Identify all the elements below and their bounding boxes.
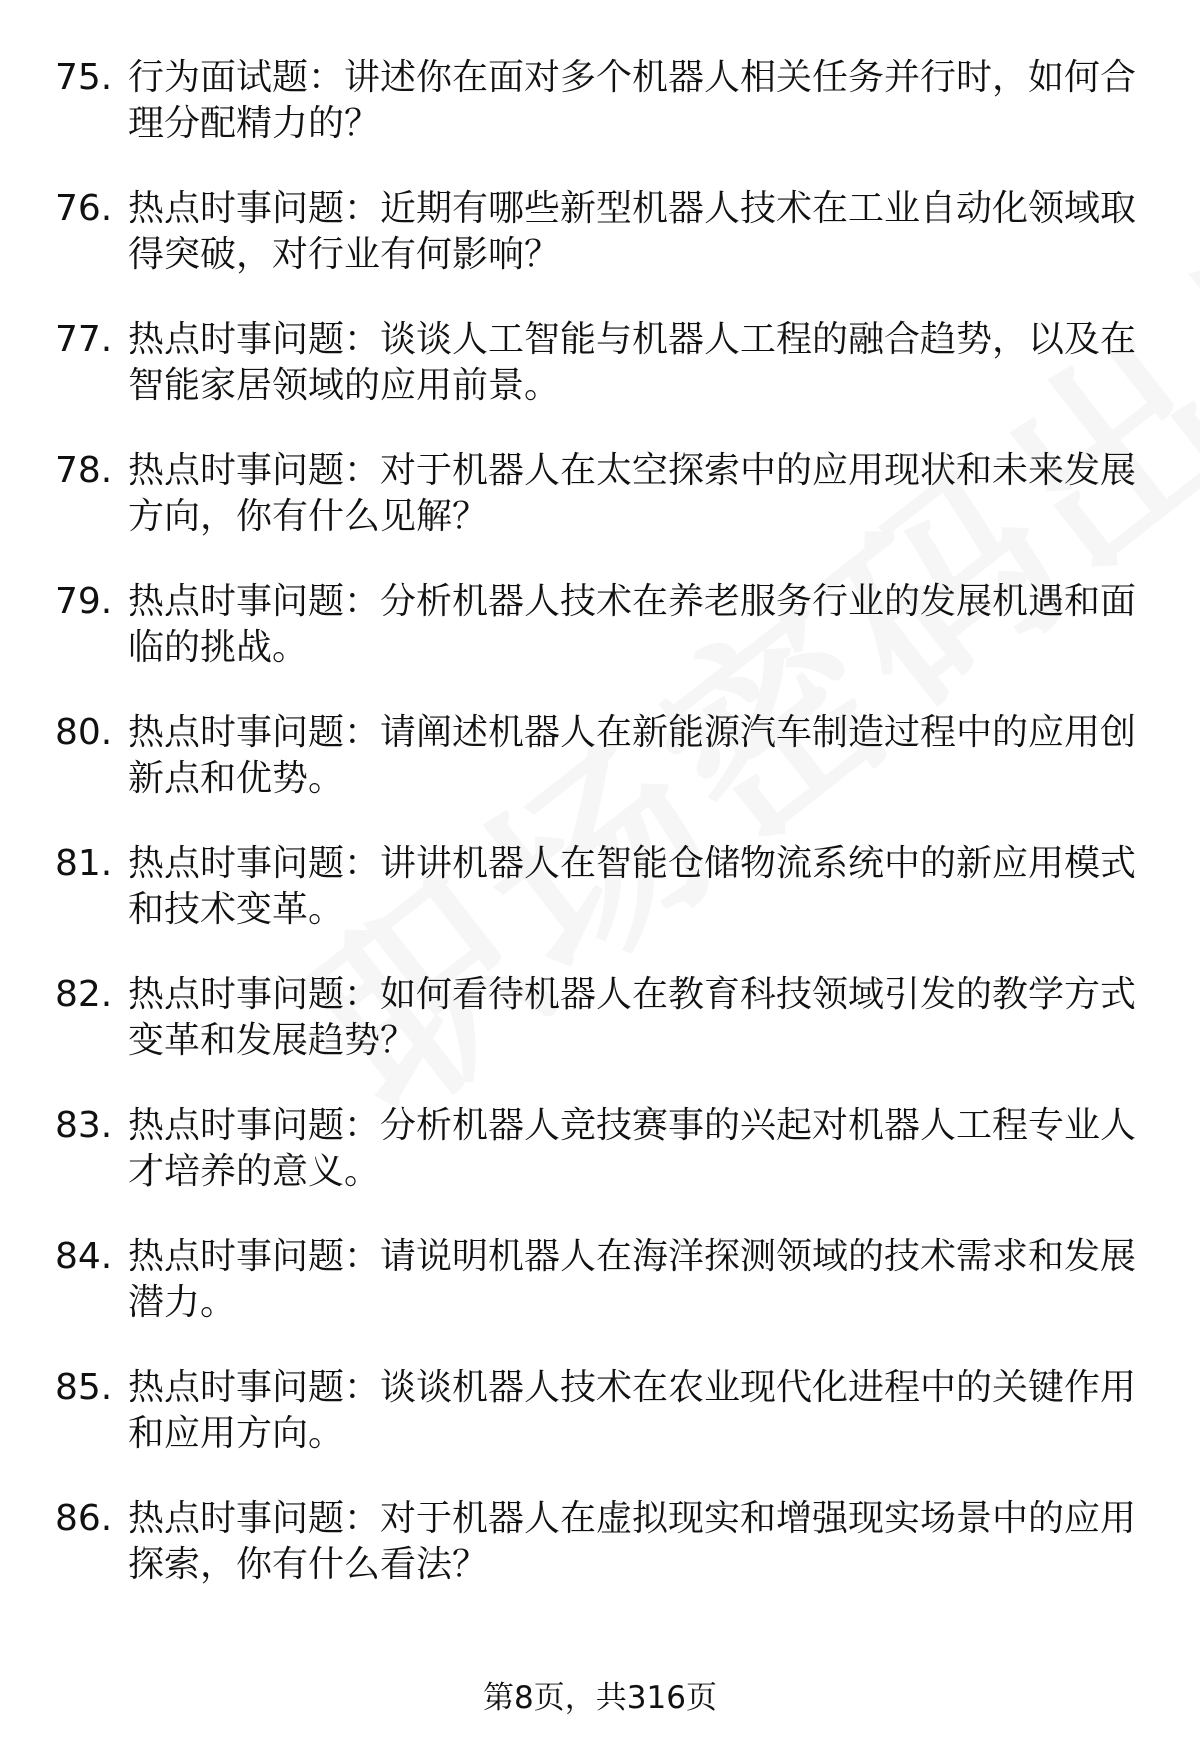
page-footer xyxy=(0,1678,1200,1718)
question-text: 热点时事问题：分析机器人竞技赛事的兴起对机器人工程专业人才培养的意义。 xyxy=(128,1105,1137,1192)
question-number: 82. xyxy=(55,974,113,1015)
question-number: 76. xyxy=(55,188,113,229)
question-number: 84. xyxy=(55,1236,113,1277)
page-number-label: 第8页，共316页 xyxy=(483,1680,717,1716)
question-number: 86. xyxy=(55,1498,113,1539)
list-item xyxy=(0,317,1200,448)
list-item xyxy=(0,972,1200,1103)
list-item xyxy=(0,1103,1200,1234)
list-item xyxy=(0,1234,1200,1365)
list-item xyxy=(0,710,1200,841)
question-text: 行为面试题：讲述你在面对多个机器人相关任务并行时，如何合理分配精力的？ xyxy=(128,57,1137,144)
list-item xyxy=(0,1496,1200,1627)
question-number: 81. xyxy=(55,843,113,884)
list-item xyxy=(0,186,1200,317)
question-number: 75. xyxy=(55,57,113,98)
question-text: 热点时事问题：对于机器人在虚拟现实和增强现实场景中的应用探索，你有什么看法？ xyxy=(128,1498,1137,1585)
list-item xyxy=(0,55,1200,186)
list-item xyxy=(0,579,1200,710)
question-number: 80. xyxy=(55,712,113,753)
question-number: 78. xyxy=(55,450,113,491)
question-text: 热点时事问题：讲讲机器人在智能仓储物流系统中的新应用模式和技术变革。 xyxy=(128,843,1137,930)
question-list xyxy=(0,55,1200,1627)
question-text: 热点时事问题：分析机器人技术在养老服务行业的发展机遇和面临的挑战。 xyxy=(128,581,1137,668)
question-text: 热点时事问题：请阐述机器人在新能源汽车制造过程中的应用创新点和优势。 xyxy=(128,712,1137,799)
list-item xyxy=(0,448,1200,579)
question-text: 热点时事问题：请说明机器人在海洋探测领域的技术需求和发展潜力。 xyxy=(128,1236,1137,1323)
list-item xyxy=(0,1365,1200,1496)
question-text: 热点时事问题：如何看待机器人在教育科技领域引发的教学方式变革和发展趋势？ xyxy=(128,974,1137,1061)
question-text: 热点时事问题：近期有哪些新型机器人技术在工业自动化领域取得突破，对行业有何影响？ xyxy=(128,188,1137,275)
question-number: 83. xyxy=(55,1105,113,1146)
question-text: 热点时事问题：谈谈机器人技术在农业现代化进程中的关键作用和应用方向。 xyxy=(128,1367,1137,1454)
question-number: 79. xyxy=(55,581,113,622)
question-number: 77. xyxy=(55,319,113,360)
question-text: 热点时事问题：对于机器人在太空探索中的应用现状和未来发展方向，你有什么见解？ xyxy=(128,450,1137,537)
list-item xyxy=(0,841,1200,972)
question-number: 85. xyxy=(55,1367,113,1408)
question-text: 热点时事问题：谈谈人工智能与机器人工程的融合趋势，以及在智能家居领域的应用前景。 xyxy=(128,319,1137,406)
